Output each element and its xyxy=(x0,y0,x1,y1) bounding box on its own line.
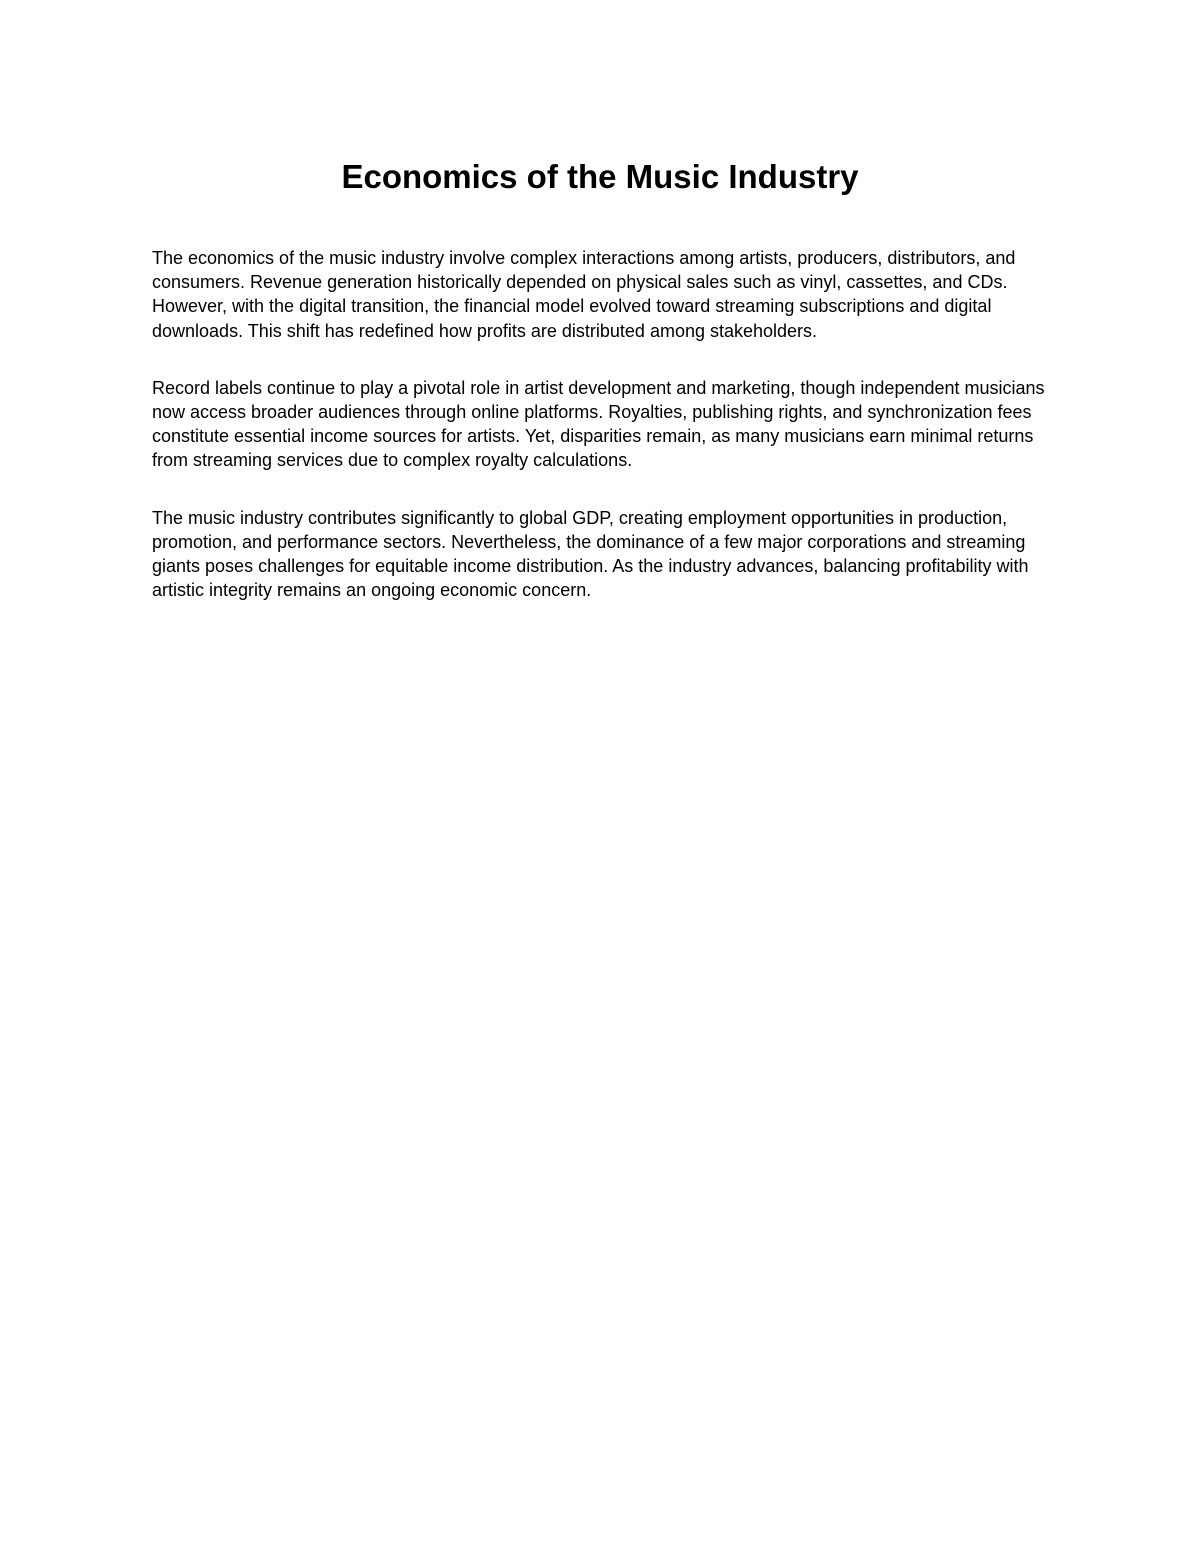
document-body xyxy=(152,246,1052,635)
document-title: Economics of the Music Industry xyxy=(341,158,859,195)
paragraph-1: The economics of the music industry involve complex interactions among artists, producers, distributors, and consumers. Revenue generation historically depended on physical sales such as vinyl, cassettes, and CDs. However, with the digital transition, the financial model evolved toward streaming subscriptions and digital downloads. This shift has redefined how profits are distributed among stakeholders. xyxy=(152,248,1016,341)
paragraph-2: Record labels continue to play a pivotal role in artist development and marketing, though independent musicians now access broader audiences through online platforms. Royalties, publishing rights, and synchronization fees constitute essential income sources for artists. Yet, disparities remain, as many musicians earn minimal returns from streaming services due to complex royalty calculations. xyxy=(152,377,1045,471)
paragraph-3: The music industry contributes significantly to global GDP, creating employment opportunities in production, promotion, and performance sectors. Nevertheless, the dominance of a few major corporations and streaming giants poses challenges for equitable income distribution. As the industry advances, balancing profitability with artistic integrity remains an ongoing economic concern. xyxy=(152,507,1029,601)
